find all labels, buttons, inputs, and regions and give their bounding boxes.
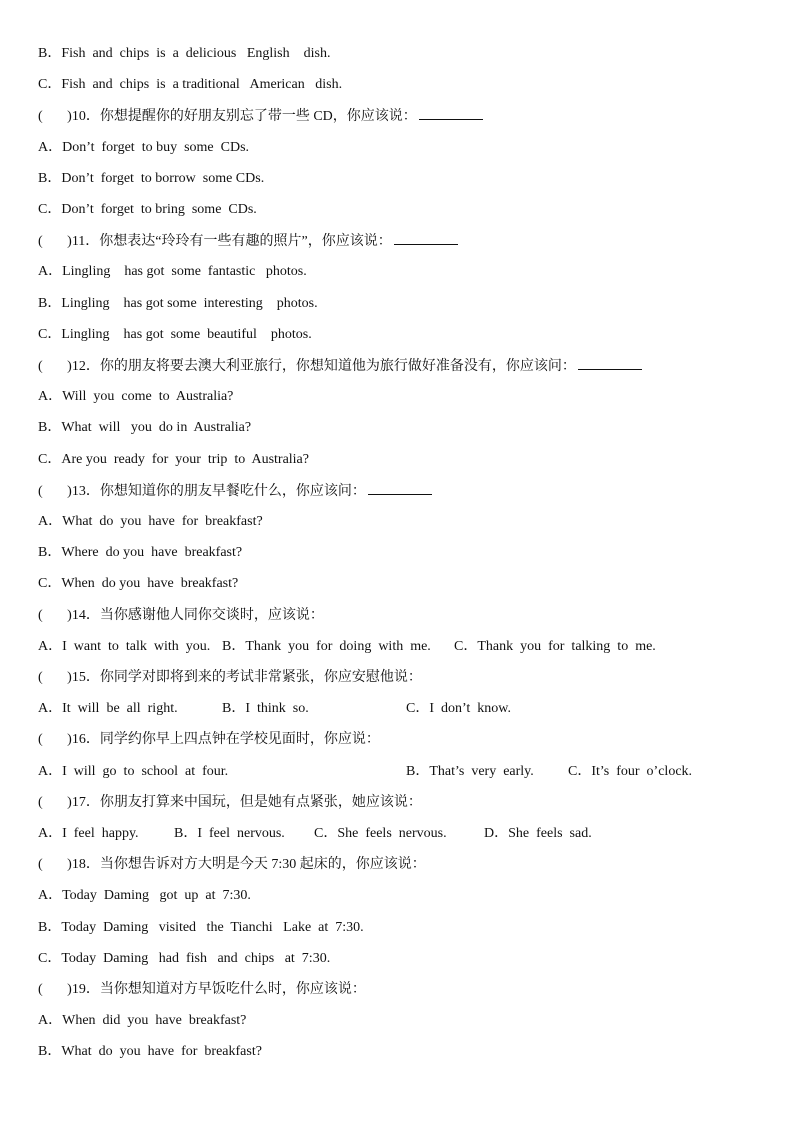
line-text: C．Don’t forget to bring some CDs. [38,202,257,217]
option-line [38,1041,262,1063]
question-line [38,854,426,876]
option-row [38,636,758,658]
question-line [38,105,483,127]
line-text: C．Fish and chips is a traditional American dish. [38,77,343,93]
answer-blank[interactable] [394,230,458,245]
option-line [38,885,251,907]
answer-option: B．That’s very early. [406,763,534,779]
question-line [38,230,458,252]
option-line [38,261,307,283]
option-line [38,449,309,471]
question-line [38,480,432,502]
question-line [38,792,422,814]
answer-option: A．It will be all right. [38,701,178,717]
line-text: A．Will you come to Australia? [38,389,234,405]
line-text: A．Don’t forget to buy some CDs. [38,139,250,155]
line-text: B．Lingling has got some interesting photos. [38,295,318,311]
option-row [38,823,758,845]
option-line [38,137,249,159]
line-text: C．Are you ready for your trip to Australia? [38,451,309,467]
question-line [38,729,380,751]
question-line [38,605,324,627]
question-line [38,355,642,377]
option-line [38,573,238,595]
option-line [38,1010,246,1032]
line-text: ( )11．你想表达“玲玲有一些有趣的照片”，你应该说： [38,234,392,250]
answer-option: D．She feels sad. [484,826,592,841]
line-text: A．Lingling has got some fantastic photos. [38,264,307,280]
line-text: C．Today Daming had fish and chips at 7:30. [38,950,331,966]
line-text: ( )17．你朋友打算来中国玩，但是她有点紧张，她应该说： [38,794,422,810]
option-line [38,293,318,315]
answer-blank[interactable] [419,105,483,120]
line-text: B．Don’t forget to borrow some CDs. [38,170,265,186]
line-text: ( )19．当你想知道对方早饭吃什么时，你应该说： [38,982,366,997]
line-text: A．What do you have for breakfast? [38,514,263,529]
answer-blank[interactable] [368,480,432,495]
option-line [38,43,330,65]
question-line [38,979,366,1001]
answer-option: C．I don’t know. [406,701,511,717]
answer-option: C．She feels nervous. [314,826,447,841]
answer-option: B．I feel nervous. [174,826,285,841]
option-line [38,948,330,970]
option-line [38,74,342,96]
option-line [38,324,312,346]
line-text: ( )18．当你想告诉对方大明是今天 7:30 起床的，你应该说： [38,857,426,873]
line-text: B．Where do you have breakfast? [38,545,243,561]
line-text: B．What will you do in Australia? [38,420,252,436]
option-line [38,917,364,939]
option-line [38,417,251,439]
line-text: ( )13．你想知道你的朋友早餐吃什么，你应该问： [38,483,366,499]
option-line [38,542,242,564]
answer-option: A．I want to talk with you. [38,638,211,654]
answer-option: B．I think so. [222,701,309,717]
answer-option: C．It’s four o’clock. [568,763,693,779]
line-text: B．What do you have for breakfast? [38,1044,262,1060]
option-line [38,386,233,408]
line-text: ( )12．你的朋友将要去澳大利亚旅行，你想知道他为旅行做好准备没有，你应该问： [38,359,576,374]
line-text: A．When did you have breakfast? [38,1013,247,1029]
option-line [38,199,257,221]
answer-option: A．I will go to school at four. [38,763,229,779]
line-text: ( )14．当你感谢他人同你交谈时，应该说： [38,607,324,623]
line-text: C．Lingling has got some beautiful photos. [38,326,312,342]
answer-blank[interactable] [578,355,642,370]
line-text: B．Today Daming visited the Tianchi Lake at 7:30. [38,919,364,935]
line-text: ( )10．你想提醒你的好朋友别忘了带一些 CD，你应该说： [38,109,417,125]
line-text: ( )15．你同学对即将到来的考试非常紧张，你应安慰他说： [38,670,422,685]
option-row [38,698,758,720]
line-text: ( )16．同学约你早上四点钟在学校见面时，你应说： [38,732,380,748]
line-text: B．Fish and chips is a delicious English dish. [38,46,331,61]
answer-option: C．Thank you for talking to me. [454,638,656,654]
answer-option: A．I feel happy. [38,826,139,841]
answer-option: B．Thank you for doing with me. [222,638,431,654]
option-row [38,761,758,783]
line-text: C．When do you have breakfast? [38,576,239,592]
line-text: A．Today Daming got up at 7:30. [38,888,251,904]
option-line [38,511,263,533]
option-line [38,168,264,190]
question-line [38,667,422,689]
